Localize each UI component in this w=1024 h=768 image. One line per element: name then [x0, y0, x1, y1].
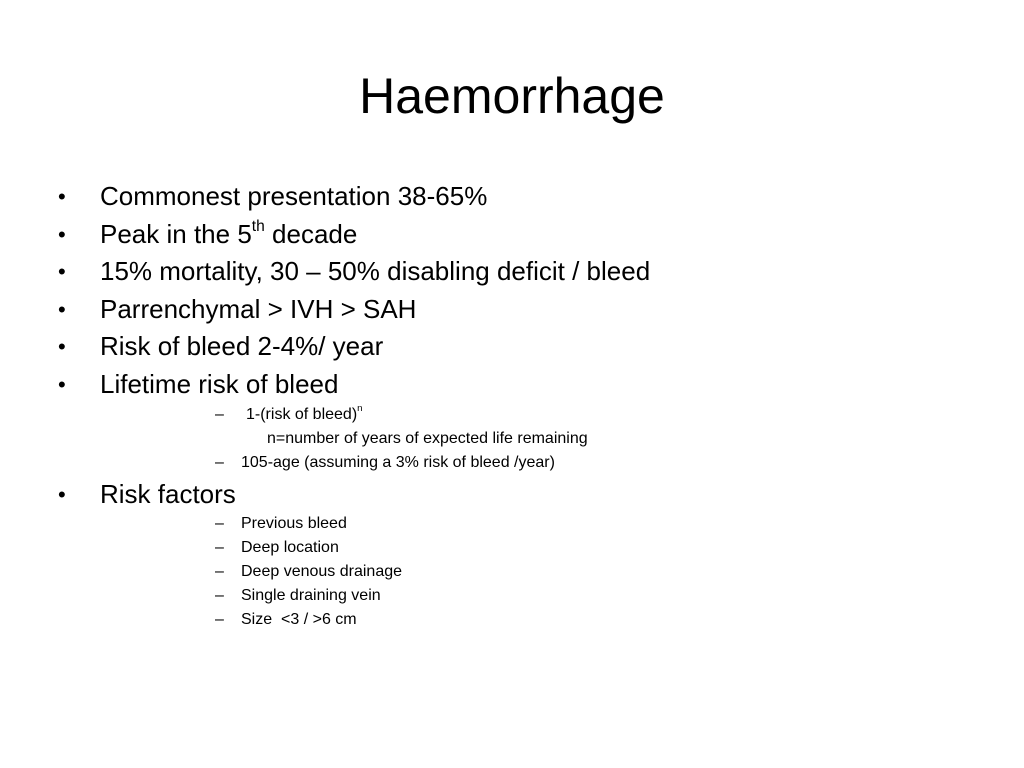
bullet-text: Commonest presentation 38-65% — [100, 181, 488, 211]
bullet-marker: • — [58, 482, 66, 507]
bullet-marker: • — [58, 259, 66, 284]
bullet-item — [58, 216, 998, 254]
sub-note-text: n=number of years of expected life remaining — [267, 430, 588, 447]
bullet-marker: • — [58, 371, 66, 397]
sub-text: 1-(risk of bleed) — [246, 406, 358, 423]
sub-superscript: n — [357, 403, 363, 415]
bullet-text: decade — [264, 218, 358, 249]
sub-marker: – — [215, 406, 224, 423]
sub-marker: – — [215, 515, 224, 532]
sub-item — [58, 608, 998, 632]
bullet-text: Parrenchymal > IVH > SAH — [100, 293, 417, 324]
slide-title: Haemorrhage — [359, 68, 665, 124]
bullet-marker: • — [58, 184, 66, 209]
bullet-item — [58, 366, 998, 404]
bullet-text: Peak in the 5 — [100, 218, 252, 249]
sub-marker: – — [215, 454, 224, 471]
sub-text: Size <3 / >6 cm — [241, 611, 357, 628]
sub-note — [58, 427, 998, 451]
bullet-text: Risk of bleed 2-4%/ year — [100, 331, 384, 361]
bullet-item — [58, 178, 998, 216]
bullet-list — [58, 476, 998, 514]
bullet-item — [58, 328, 998, 366]
sub-marker: – — [215, 539, 224, 556]
sub-list-lifetime-risk — [58, 403, 998, 475]
sub-item — [58, 403, 998, 427]
sub-text: Previous bleed — [241, 515, 347, 532]
bullet-list — [58, 178, 998, 403]
sub-text: Single draining vein — [241, 587, 381, 604]
bullet-marker: • — [58, 221, 66, 247]
sub-item — [58, 560, 998, 584]
bullet-item — [58, 476, 998, 514]
sub-marker: – — [215, 587, 224, 604]
sub-text: Deep location — [241, 539, 339, 556]
bullet-superscript: th — [251, 217, 265, 235]
sub-item — [58, 451, 998, 475]
bullet-marker: • — [58, 334, 66, 359]
sub-item — [58, 512, 998, 536]
sub-text: Deep venous drainage — [241, 563, 403, 580]
sub-item — [58, 584, 998, 608]
sub-marker: – — [215, 611, 224, 628]
sub-text: 105-age (assuming a 3% risk of bleed /year) — [241, 454, 555, 471]
bullet-marker: • — [58, 296, 66, 322]
sub-list-risk-factors — [58, 512, 998, 632]
sub-marker: – — [215, 563, 224, 580]
bullet-item — [58, 291, 998, 329]
bullet-text: Risk factors — [100, 479, 236, 509]
bullet-item — [58, 253, 998, 291]
sub-item — [58, 536, 998, 560]
bullet-text: Lifetime risk of bleed — [100, 368, 339, 399]
bullet-text: 15% mortality, 30 – 50% disabling deficit / bleed — [100, 256, 651, 286]
